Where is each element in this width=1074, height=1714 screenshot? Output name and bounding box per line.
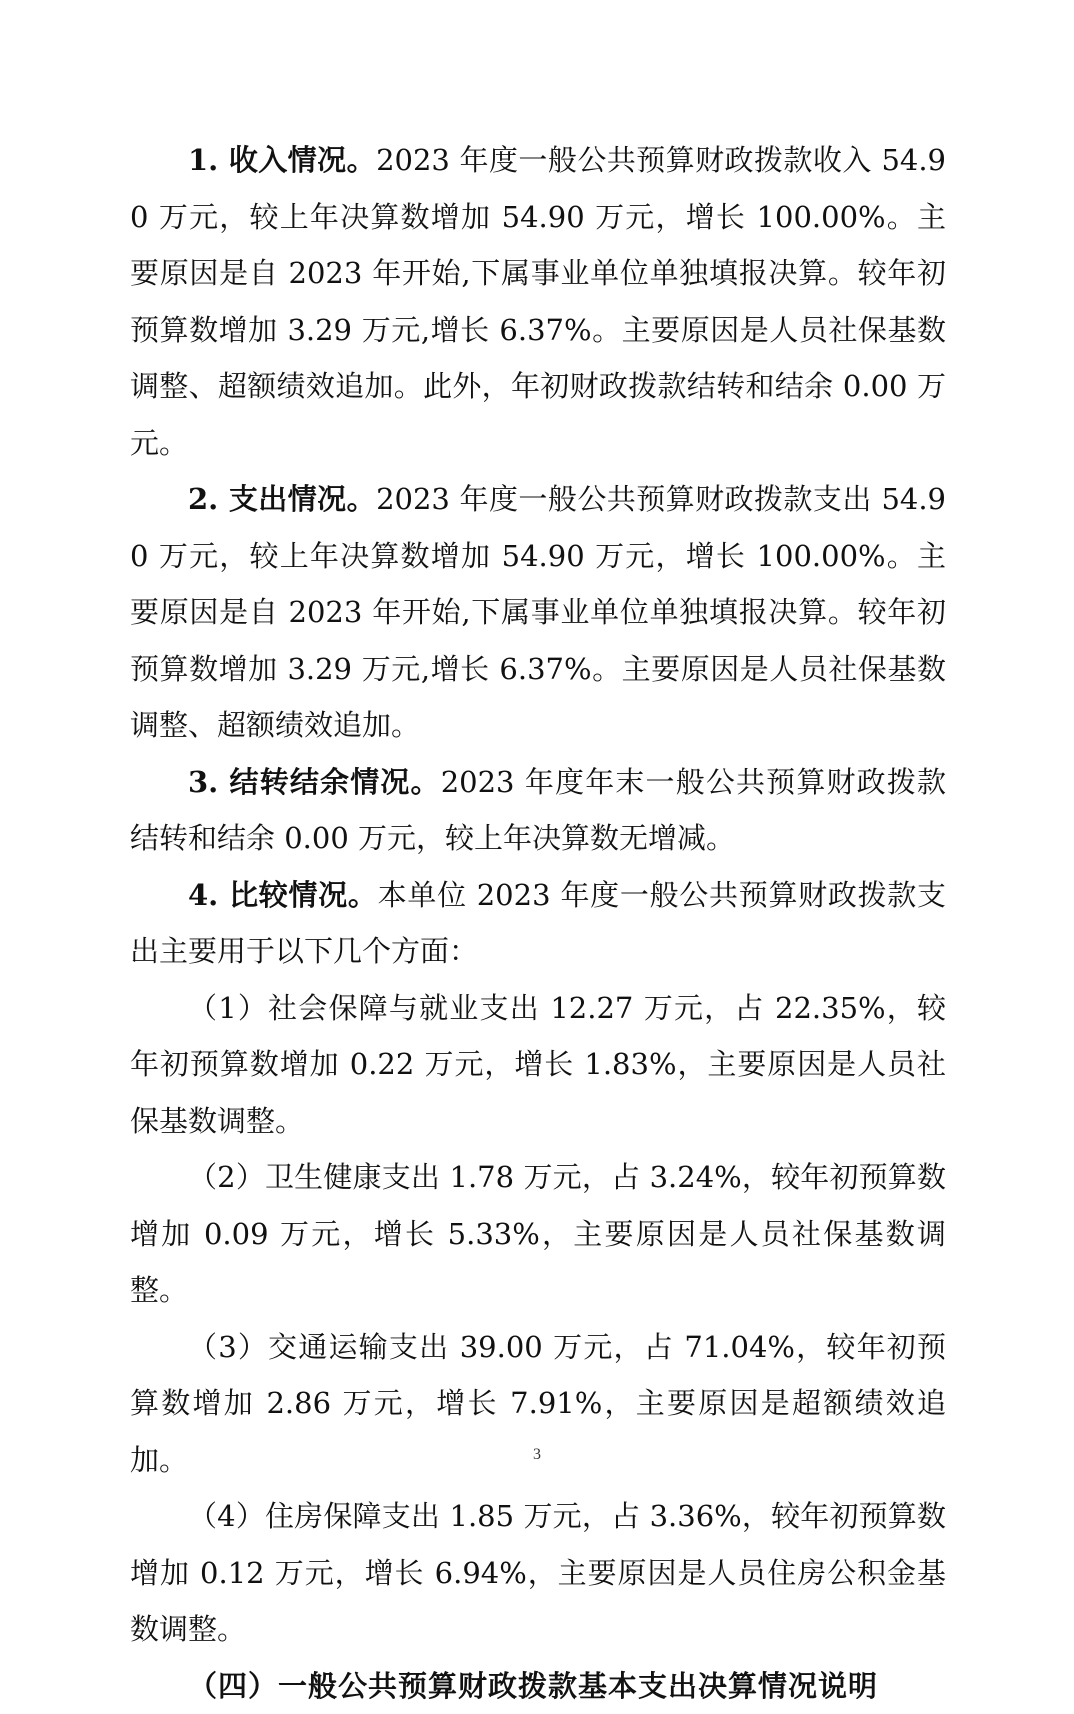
paragraph-heading: 1. 收入情况。 [188,143,376,177]
paragraph-heading: 2. 支出情况。 [188,482,376,516]
paragraph-item-social-security [130,980,946,1150]
paragraph-heading: 4. 比较情况。 [188,878,378,912]
paragraph-item-housing [130,1488,946,1658]
page-number: 3 [0,1446,1074,1464]
document-body [130,132,946,1714]
paragraph-heading: 3. 结转结余情况。 [188,765,441,799]
paragraph-carryover [130,754,946,867]
paragraph-text: （4）住房保障支出 1.85 万元，占 3.36%，较年初预算数增加 0.12 万元，增长 6.94%，主要原因是人员住房公积金基数调整。 [130,1499,946,1646]
paragraph-comparison [130,867,946,980]
paragraph-income [130,132,946,471]
paragraph-text: （2）卫生健康支出 1.78 万元，占 3.24%，较年初预算数增加 0.09 万元，增长 5.33%，主要原因是人员社保基数调整。 [130,1160,946,1307]
section-heading: （四）一般公共预算财政拨款基本支出决算情况说明 [130,1658,946,1714]
paragraph-text: 本单位 2023 年度一般公共预算财政拨款支出主要用于以下几个方面： [130,878,946,969]
paragraph-text: （3）交通运输支出 39.00 万元，占 71.04%，较年初预算数增加 2.86 万元，增长 7.91%，主要原因是超额绩效追加。 [130,1330,946,1477]
paragraph-text: 2023 年度一般公共预算财政拨款支出 54.90 万元，较上年决算数增加 54.90 万元，增长 100.00%。主要原因是自 2023 年开始,下属事业单位单独填报决算。较年初预算数增加 3.29 万元,增长 6.37%。主要原因是人员社保基数调整、超额绩效追加。 [130,482,946,742]
paragraph-item-health [130,1149,946,1319]
paragraph-text: （1）社会保障与就业支出 12.27 万元，占 22.35%，较年初预算数增加 0.22 万元，增长 1.83%，主要原因是人员社保基数调整。 [130,991,946,1138]
paragraph-text: 2023 年度一般公共预算财政拨款收入 54.90 万元，较上年决算数增加 54.90 万元，增长 100.00%。主要原因是自 2023 年开始,下属事业单位单独填报决算。较年初预算数增加 3.29 万元,增长 6.37%。主要原因是人员社保基数调整、超额绩效追加。此外，年初财政拨款结转和结余 0.00 万元。 [130,143,946,460]
paragraph-text: 2023 年度年末一般公共预算财政拨款结转和结余 0.00 万元，较上年决算数无增减。 [130,765,946,856]
paragraph-expenditure [130,471,946,754]
